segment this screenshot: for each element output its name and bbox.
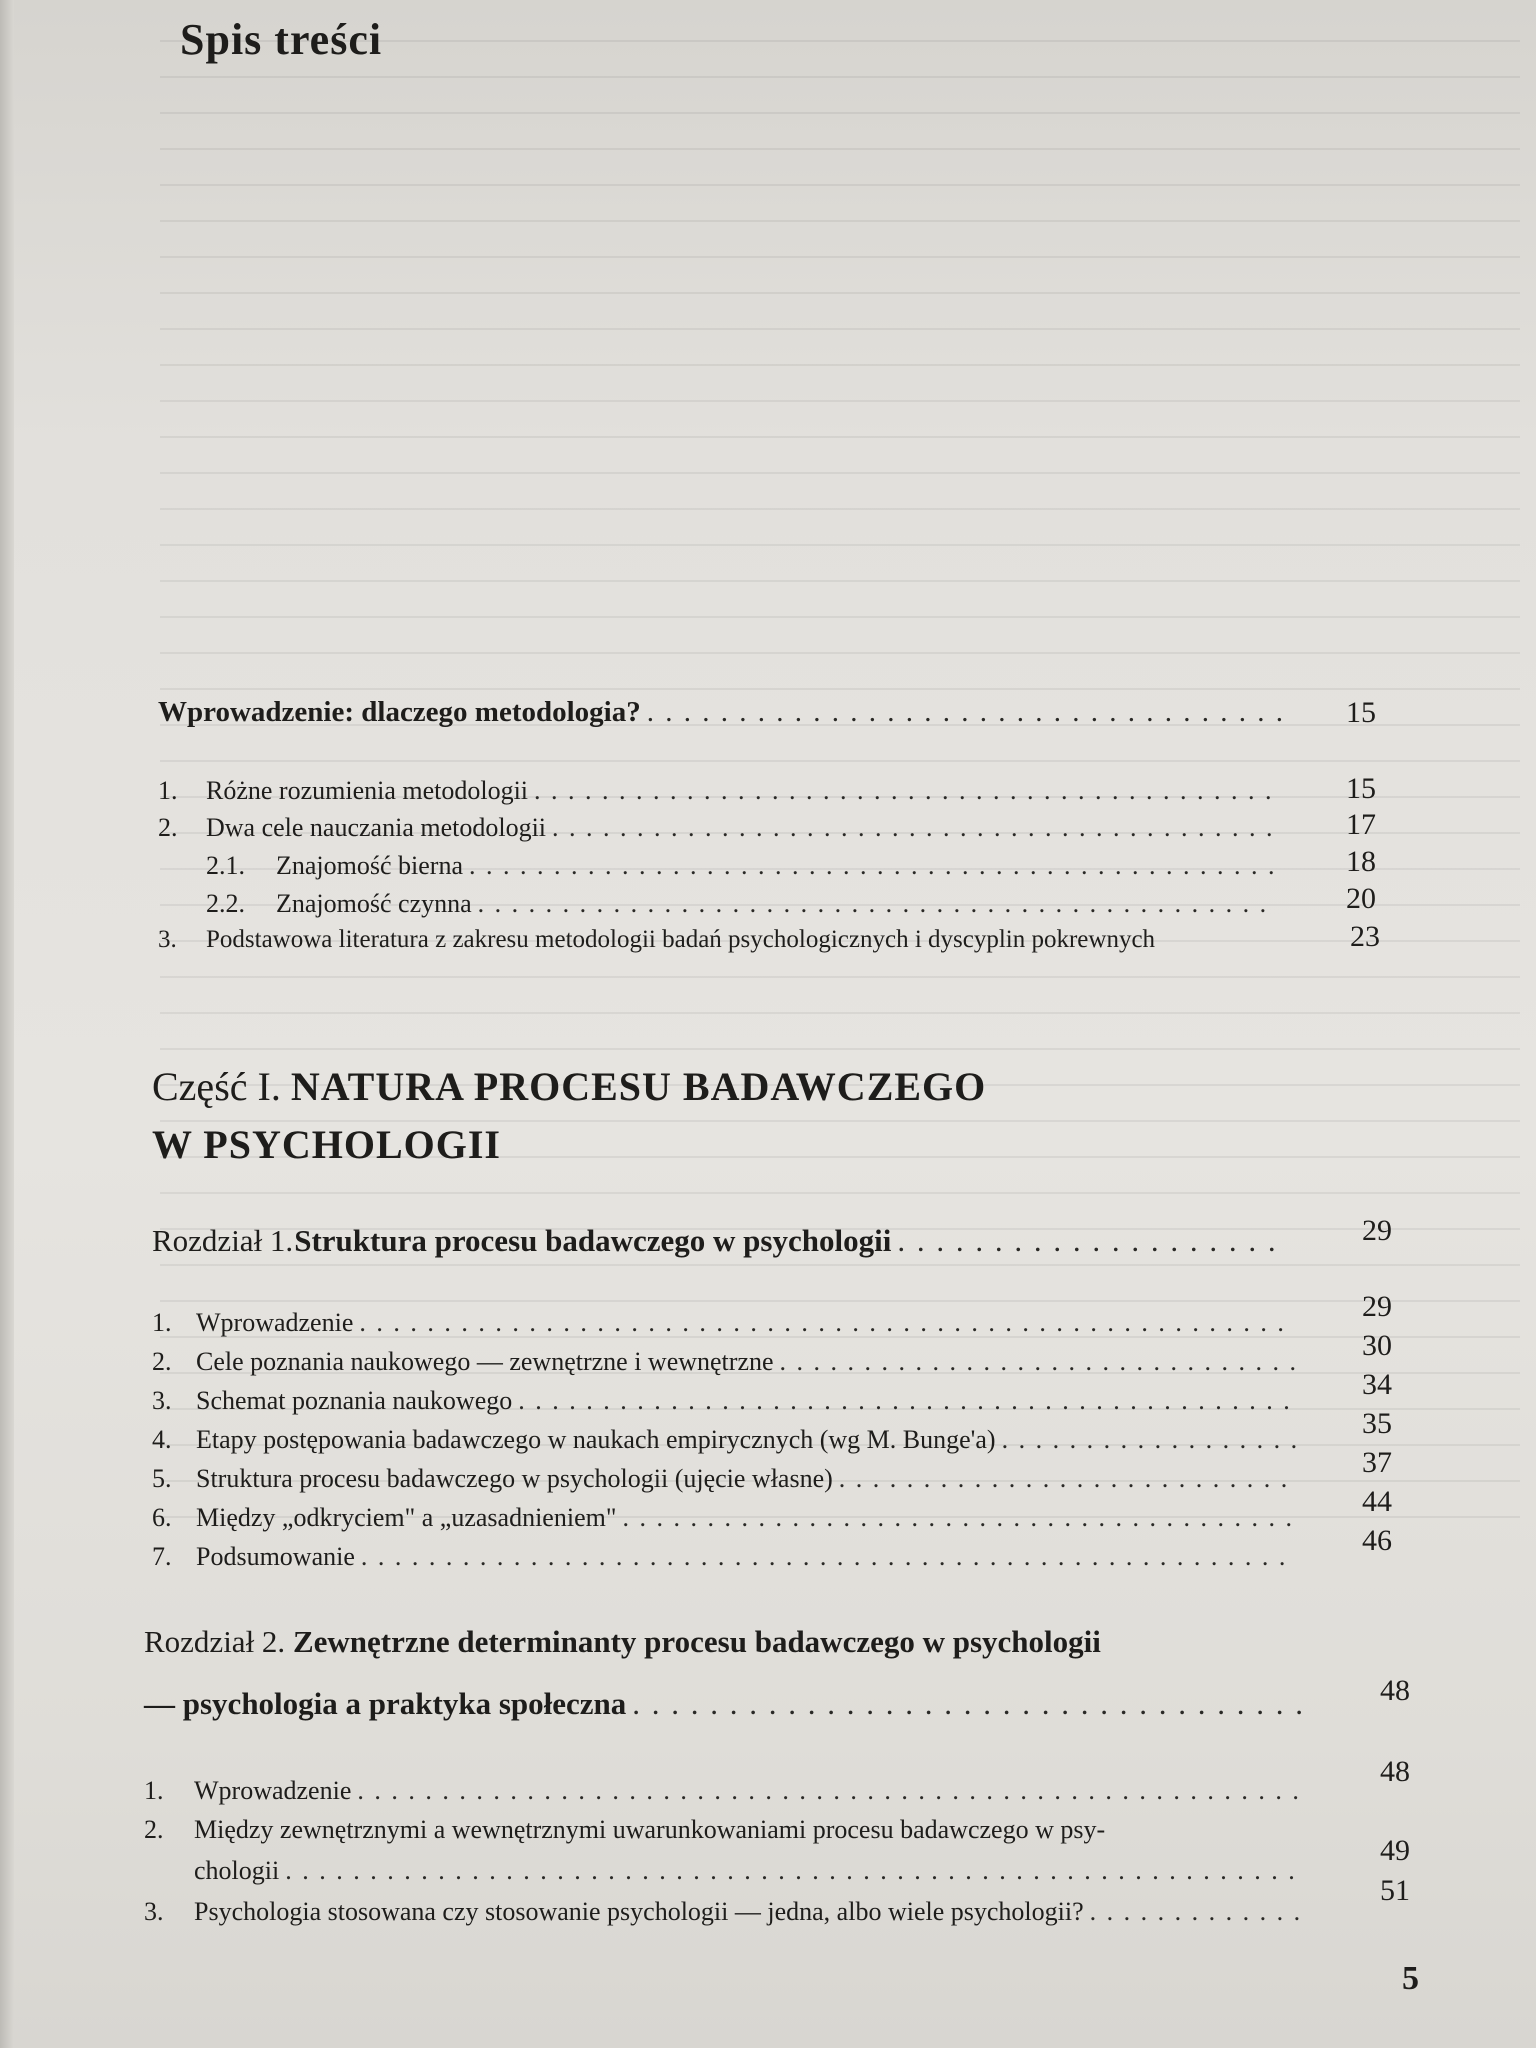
dot-leader bbox=[632, 1686, 1304, 1722]
chapter-title: Zewnętrzne determinanty procesu badawczego w psychologii bbox=[292, 1624, 1101, 1659]
toc-page-number: 29 bbox=[1362, 1290, 1392, 1323]
toc-label: Struktura procesu badawczego w psychologii (ujęcie własne) bbox=[196, 1464, 833, 1493]
toc-entry bbox=[152, 1386, 1302, 1416]
dot-leader bbox=[839, 1464, 1296, 1494]
toc-label-cont: chologii bbox=[194, 1856, 280, 1885]
toc-number: 2.2. bbox=[206, 889, 245, 918]
toc-label: Między zewnętrznymi a wewnętrznymi uwarunkowaniami procesu badawczego w psy- bbox=[194, 1815, 1106, 1844]
chapter-prefix: Rozdział 2. bbox=[144, 1624, 286, 1659]
toc-label: Schemat poznania naukowego bbox=[196, 1386, 513, 1415]
toc-page-number: 29 bbox=[1362, 1214, 1392, 1247]
dot-leader bbox=[897, 1223, 1286, 1259]
toc-page-number: 18 bbox=[1346, 845, 1376, 878]
toc-page-number: 46 bbox=[1362, 1524, 1392, 1557]
chapter-prefix: Rozdział 1. bbox=[152, 1223, 294, 1258]
chapter-title: Struktura procesu badawczego w psychologii bbox=[294, 1223, 892, 1258]
dot-leader bbox=[1002, 1425, 1296, 1455]
dot-leader bbox=[780, 1347, 1296, 1377]
toc-number: 3. bbox=[158, 926, 177, 953]
toc-page-number: 35 bbox=[1362, 1407, 1392, 1440]
toc-label: Podsumowanie bbox=[196, 1542, 355, 1571]
toc-page-number: 48 bbox=[1380, 1674, 1410, 1707]
toc-entry-wrapped bbox=[144, 1815, 1105, 1845]
page-binding-edge bbox=[0, 0, 14, 2048]
toc-entry bbox=[144, 1897, 1310, 1927]
part-title-line2: W PSYCHOLOGII bbox=[152, 1122, 501, 1167]
toc-label: Dwa cele nauczania metodologii bbox=[206, 813, 547, 842]
toc-label: Podstawowa literatura z zakresu metodologii badań psychologicznych i dyscyplin pokrewnych bbox=[206, 926, 1156, 953]
dot-leader bbox=[534, 776, 1274, 806]
toc-entry bbox=[206, 851, 1280, 881]
dot-leader bbox=[359, 1308, 1296, 1338]
toc-page-number: 17 bbox=[1346, 808, 1376, 841]
toc-page-number: 15 bbox=[1346, 772, 1376, 805]
dot-leader bbox=[357, 1776, 1304, 1806]
chapter-title-cont: — psychologia a praktyka społeczna bbox=[144, 1686, 627, 1721]
toc-label: Różne rozumienia metodologii bbox=[206, 776, 529, 805]
toc-label: Między „odkryciem" a „uzasadnieniem" bbox=[196, 1503, 617, 1532]
toc-entry bbox=[206, 889, 1280, 919]
page-number: 5 bbox=[1402, 1960, 1419, 1997]
toc-entry-intro bbox=[158, 696, 1288, 729]
toc-page-number: 34 bbox=[1362, 1368, 1392, 1401]
toc-entry bbox=[144, 1776, 1310, 1806]
toc-chapter-2-line1 bbox=[144, 1624, 1101, 1660]
toc-entry bbox=[152, 1347, 1302, 1377]
toc-entry bbox=[158, 813, 1280, 843]
toc-chapter-2-line2 bbox=[144, 1686, 1310, 1722]
toc-chapter-1 bbox=[152, 1223, 1292, 1259]
toc-entry bbox=[158, 926, 1288, 954]
toc-label: Znajomość czynna bbox=[276, 889, 472, 918]
page-title: Spis treści bbox=[180, 15, 383, 64]
toc-label: Wprowadzenie bbox=[196, 1308, 354, 1337]
toc-label: Znajomość bierna bbox=[276, 851, 463, 880]
toc-number: 1. bbox=[152, 1308, 172, 1337]
toc-label: Wprowadzenie bbox=[194, 1776, 352, 1805]
dot-leader bbox=[478, 889, 1274, 919]
toc-entry bbox=[152, 1308, 1302, 1338]
toc-entry bbox=[152, 1464, 1302, 1494]
toc-entry bbox=[152, 1542, 1302, 1572]
dot-leader bbox=[469, 851, 1274, 881]
toc-number: 1. bbox=[144, 1776, 164, 1805]
toc-label: Etapy postępowania badawczego w naukach empirycznych (wg M. Bunge'a) bbox=[196, 1425, 996, 1454]
toc-number: 2. bbox=[144, 1815, 164, 1844]
toc-label: Cele poznania naukowego — zewnętrzne i wewnętrzne bbox=[196, 1347, 774, 1376]
toc-page-number: 15 bbox=[1346, 696, 1376, 729]
toc-page-number: 44 bbox=[1362, 1485, 1392, 1518]
toc-number: 2.1. bbox=[206, 851, 245, 880]
toc-page-number: 37 bbox=[1362, 1446, 1392, 1479]
toc-label: Wprowadzenie: dlaczego metodologia? bbox=[158, 696, 641, 728]
dot-leader bbox=[552, 813, 1274, 843]
toc-number: 4. bbox=[152, 1425, 172, 1454]
toc-page-number: 30 bbox=[1362, 1329, 1392, 1362]
dot-leader bbox=[361, 1542, 1296, 1572]
part-prefix: Część I. bbox=[152, 1064, 281, 1109]
dot-leader bbox=[647, 696, 1282, 729]
toc-entry bbox=[158, 776, 1280, 806]
toc-number: 5. bbox=[152, 1464, 172, 1493]
toc-number: 7. bbox=[152, 1542, 172, 1571]
toc-entry bbox=[152, 1425, 1302, 1455]
toc-page-number: 51 bbox=[1380, 1874, 1410, 1907]
dot-leader bbox=[1090, 1897, 1304, 1927]
toc-number: 2. bbox=[152, 1347, 172, 1376]
dot-leader bbox=[518, 1386, 1296, 1416]
toc-entry bbox=[152, 1503, 1302, 1533]
toc-page-number: 20 bbox=[1346, 882, 1376, 915]
toc-page-number: 49 bbox=[1380, 1834, 1410, 1867]
dot-leader bbox=[622, 1503, 1296, 1533]
toc-number: 3. bbox=[152, 1386, 172, 1415]
toc-page-number: 23 bbox=[1350, 920, 1380, 953]
toc-page-number: 48 bbox=[1380, 1755, 1410, 1788]
toc-number: 2. bbox=[158, 813, 178, 842]
part-title-line1: NATURA PROCESU BADAWCZEGO bbox=[290, 1064, 987, 1109]
toc-number: 3. bbox=[144, 1897, 164, 1926]
toc-number: 6. bbox=[152, 1503, 172, 1532]
dot-leader bbox=[285, 1856, 1304, 1886]
part-heading bbox=[152, 1058, 986, 1174]
toc-label: Psychologia stosowana czy stosowanie psychologii — jedna, albo wiele psychologii? bbox=[194, 1897, 1084, 1926]
toc-entry-cont bbox=[194, 1856, 1310, 1886]
toc-number: 1. bbox=[158, 776, 178, 805]
